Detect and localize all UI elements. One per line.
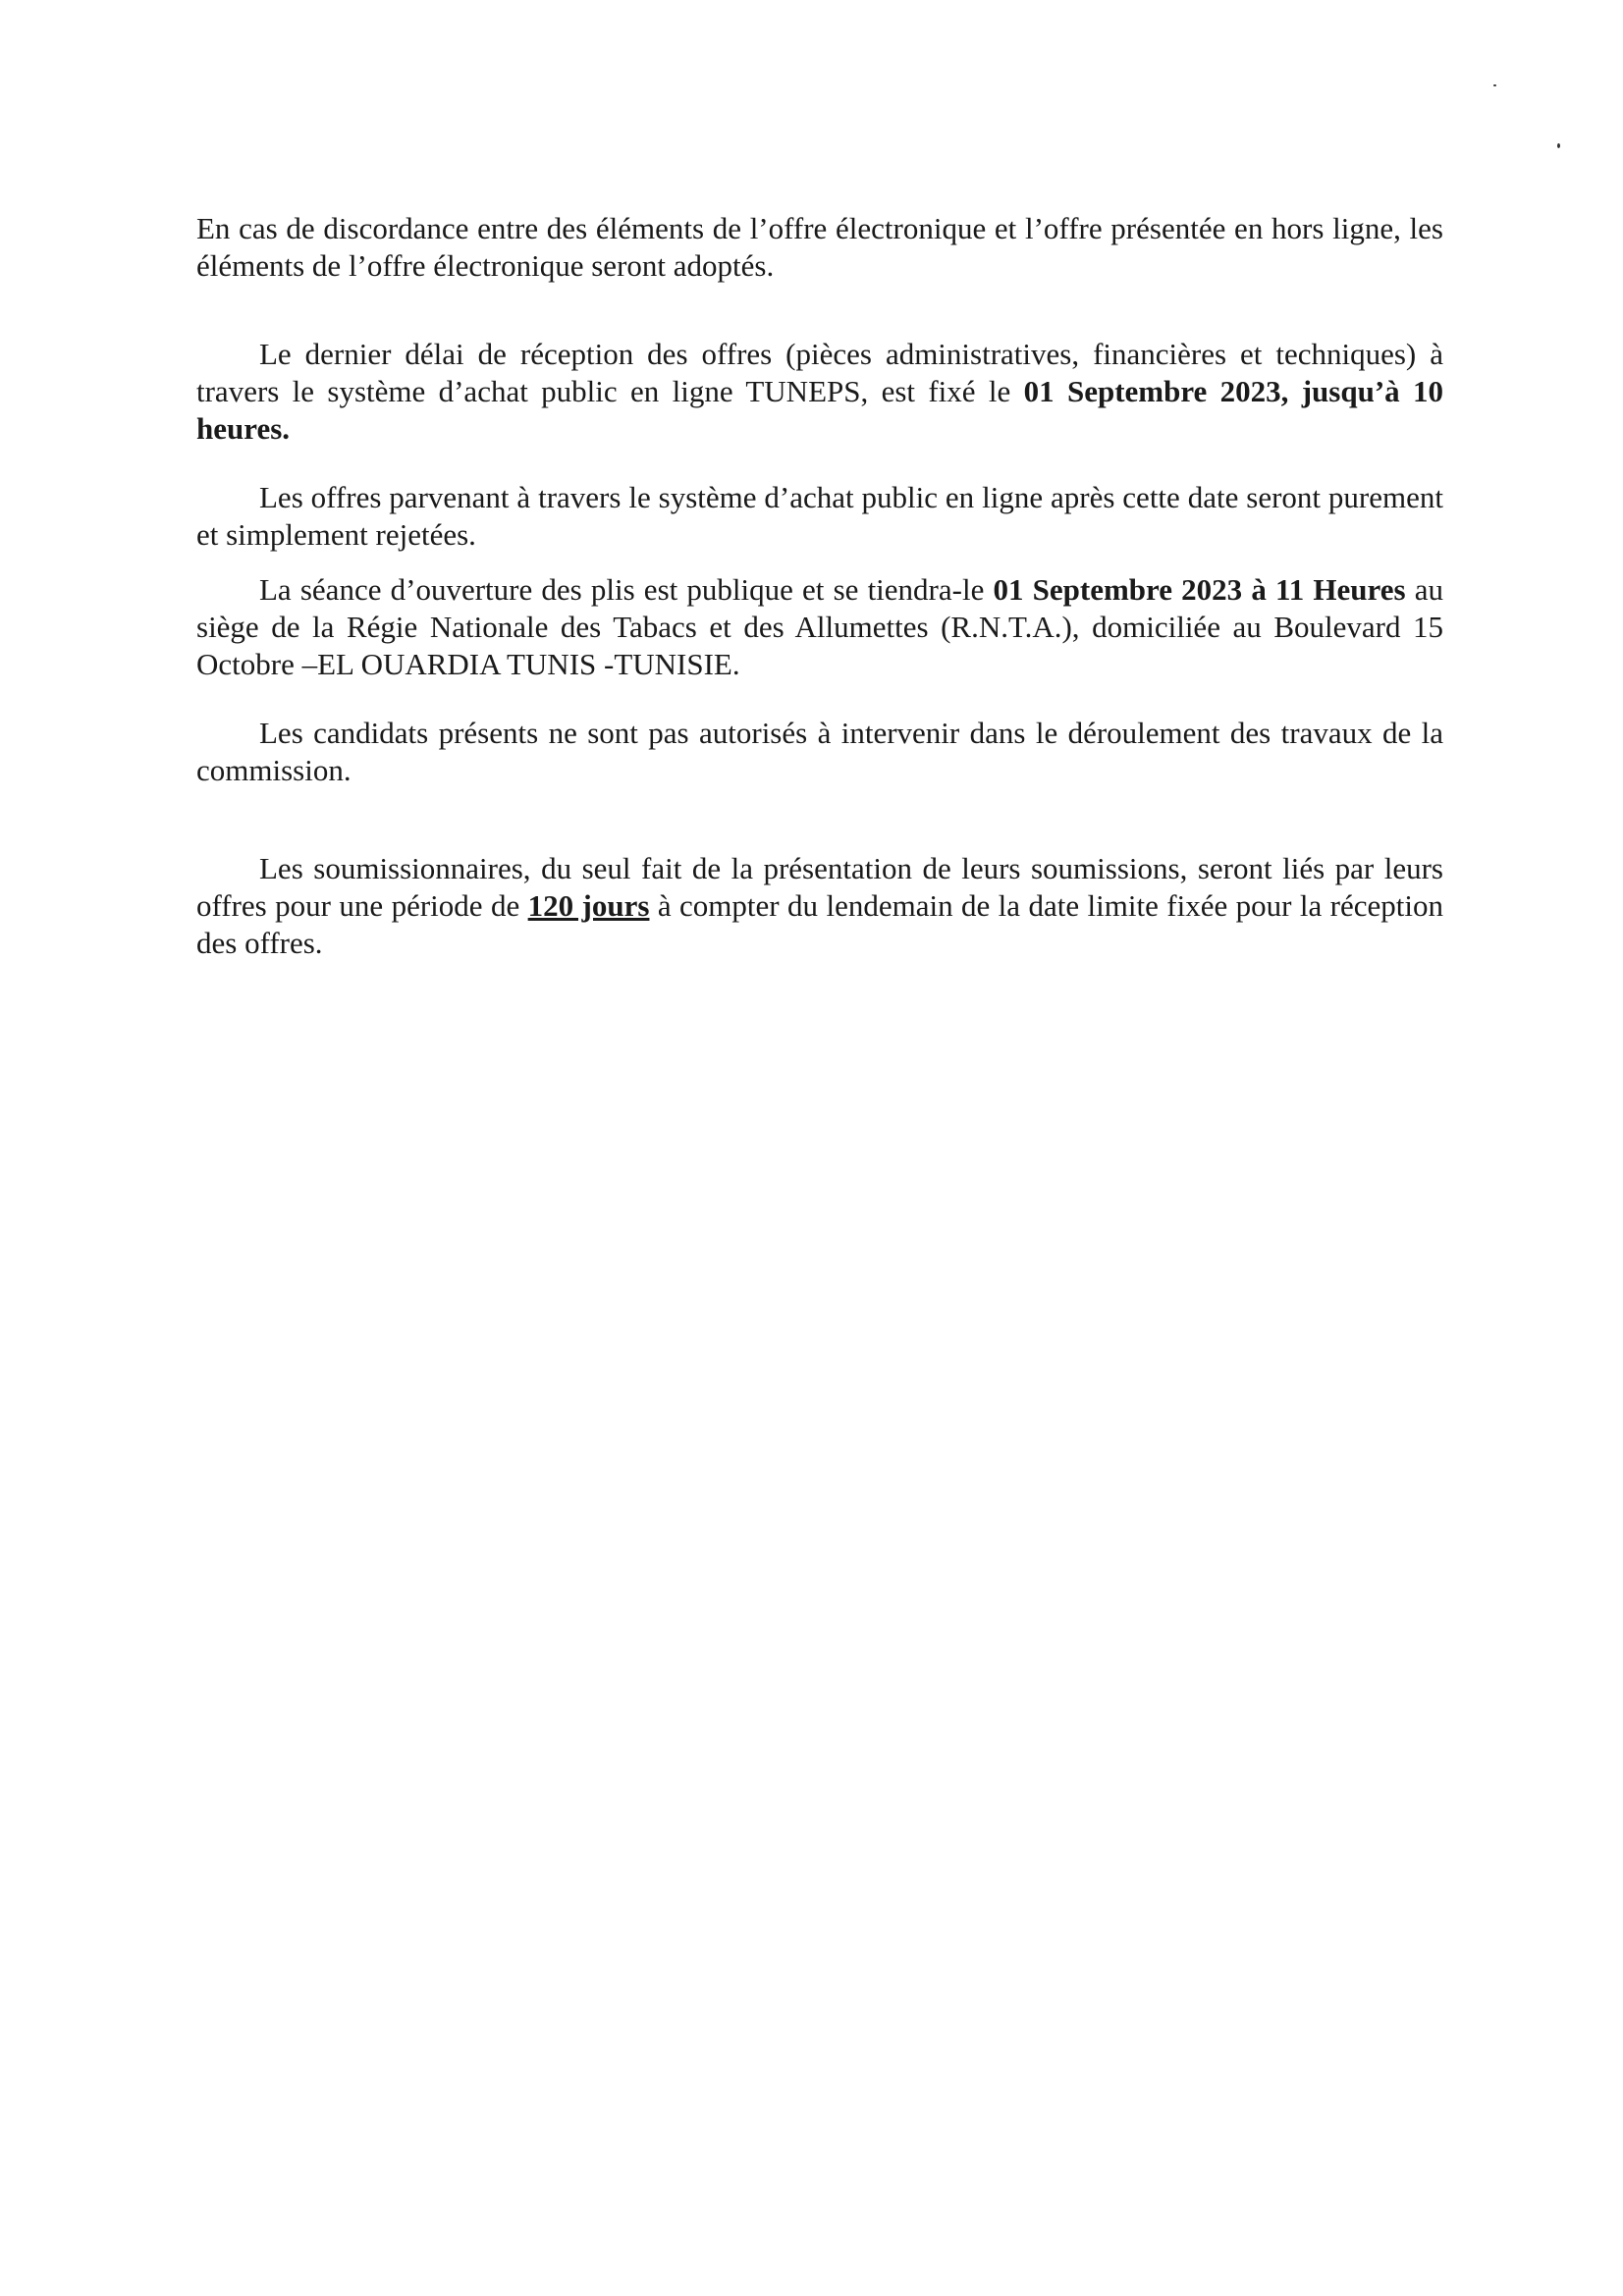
paragraph-text: Les soumissionnaires, du seul fait de la présentation de leurs soumissions, seront liés par leurs offres pour une période de [196,851,1443,923]
paragraph-text: Le dernier délai de réception des offres (pièces administratives, financières et techniques) à travers le système d’achat public en ligne TUNEPS, est fixé le [196,337,1443,408]
scan-speck [1493,84,1496,86]
paragraph-validity [196,850,1443,962]
deadline-date: 01 Septembre 2023, jusqu’à 10 heures. [196,374,1444,446]
paragraph-text: En cas de discordance entre des éléments de l’offre électronique et l’offre présentée en hors ligne, les éléments de l’offre électronique seront adoptés. [196,211,1443,283]
paragraph-text: Les offres parvenant à travers le système d’achat public en ligne après cette date seront purement et simplement rejetées. [196,480,1443,552]
paragraph-discordance [196,210,1443,285]
document-body [196,210,1443,962]
paragraph-text: La séance d’ouverture des plis est publique et se tiendra-le [259,572,994,607]
paragraph-candidates [196,715,1443,789]
validity-period: 120 jours [527,888,650,923]
paragraph-text: Les candidats présents ne sont pas autorisés à intervenir dans le déroulement des travaux de la commission. [196,716,1443,787]
paragraph-opening-session [196,571,1443,683]
paragraph-deadline [196,336,1443,448]
scan-speck [1557,143,1560,148]
paragraph-late-offers [196,479,1443,554]
paragraph-text: à compter du lendemain de la date limite fixée pour la réception des offres. [196,888,1444,960]
paragraph-text: au siège de la Régie Nationale des Tabacs et des Allumettes (R.N.T.A.), domiciliée au Boulevard 15 Octobre –EL OUARDIA TUNIS -TUNISIE. [196,572,1443,681]
opening-date: 01 Septembre 2023 à 11 Heures [993,572,1406,607]
